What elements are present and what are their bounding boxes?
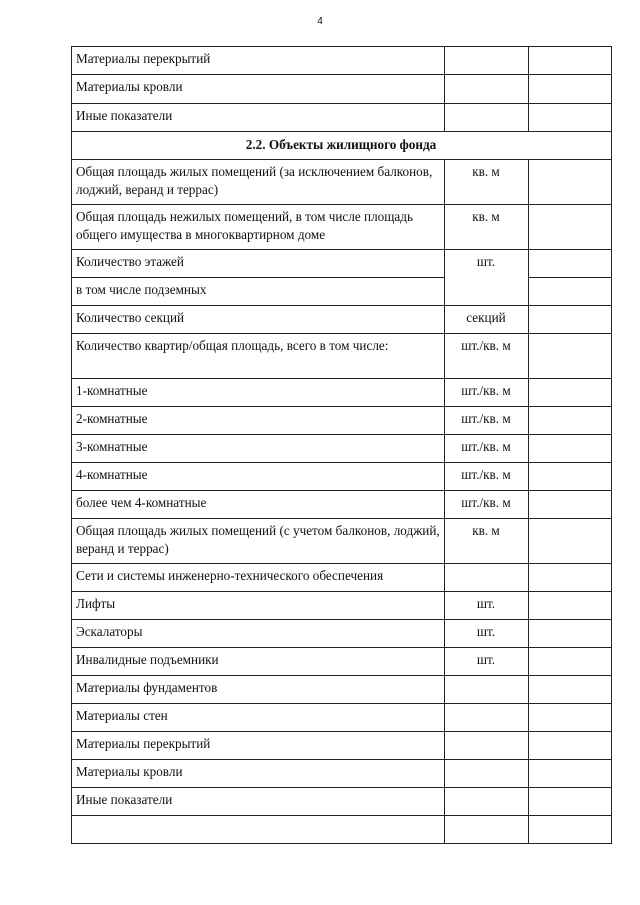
row-unit: [444, 815, 528, 843]
row-divider: [71, 619, 612, 620]
row-divider: [71, 378, 612, 379]
row-value-cell: [528, 159, 611, 204]
row-unit: [444, 277, 528, 305]
row-label: 3-комнатные: [76, 439, 148, 454]
row-unit: шт.: [476, 596, 496, 611]
row-value-cell: [528, 249, 611, 277]
row-divider: [71, 159, 612, 160]
row-label: Материалы кровли: [76, 79, 183, 94]
row-value-cell: [528, 703, 611, 731]
row-value-cell: [528, 46, 611, 74]
row-unit: шт./кв. м: [461, 383, 511, 398]
page-number: 4: [317, 16, 323, 27]
row-label: Количество квартир/общая площадь, всего в том числе:: [76, 338, 389, 353]
row-value-cell: [528, 759, 611, 787]
row-value-cell: [528, 74, 611, 103]
row-value-cell: [528, 731, 611, 759]
row-label: Материалы перекрытий: [76, 736, 211, 751]
row-divider: [71, 333, 612, 334]
row-label: Количество этажей: [76, 254, 184, 269]
row-unit: [444, 731, 528, 759]
row-divider: [71, 277, 444, 278]
row-divider: [71, 563, 612, 564]
row-unit: [444, 787, 528, 815]
row-divider: [71, 406, 612, 407]
row-divider: [71, 204, 612, 205]
row-value-cell: [528, 675, 611, 703]
row-divider: [71, 759, 612, 760]
row-label: Лифты: [76, 596, 116, 611]
row-label: [71, 815, 444, 843]
row-divider: [71, 647, 612, 648]
row-value-cell: [528, 378, 611, 406]
row-divider: [71, 703, 612, 704]
row-divider: [71, 815, 612, 816]
row-value-cell: [528, 591, 611, 619]
row-label: 4-комнатные: [76, 467, 148, 482]
row-value-cell: [528, 434, 611, 462]
row-value-cell: [528, 815, 611, 843]
table-border-right: [611, 46, 612, 844]
row-label: Материалы фундаментов: [76, 680, 218, 695]
row-divider: [71, 591, 612, 592]
row-label: Общая площадь жилых помещений (с учетом балконов, лоджий, веранд и террас): [76, 523, 440, 556]
column-divider: [444, 159, 445, 843]
row-unit: шт./кв. м: [461, 467, 511, 482]
row-unit: шт.: [476, 254, 496, 269]
column-divider: [444, 46, 445, 131]
row-value-cell: [528, 333, 611, 378]
row-label: Инвалидные подъемники: [76, 652, 219, 667]
row-divider: [71, 434, 612, 435]
row-label: более чем 4-комнатные: [76, 495, 207, 510]
row-label: Материалы стен: [76, 708, 168, 723]
row-label: Материалы перекрытий: [76, 51, 211, 66]
row-value-cell: [528, 277, 611, 305]
row-divider: [71, 305, 612, 306]
row-label: Материалы кровли: [76, 764, 183, 779]
row-divider: [71, 249, 612, 250]
row-divider: [71, 675, 612, 676]
row-unit: шт./кв. м: [461, 439, 511, 454]
row-unit: [444, 74, 528, 103]
row-unit: шт./кв. м: [461, 495, 511, 510]
row-value-cell: [528, 563, 611, 591]
row-value-cell: [528, 518, 611, 563]
row-divider: [71, 731, 612, 732]
table-border-left: [71, 46, 72, 844]
row-divider: [71, 74, 612, 75]
row-label: в том числе подземных: [76, 282, 207, 297]
row-label: Общая площадь нежилых помещений, в том числе площадь общего имущества в многоквартирном доме: [76, 209, 413, 242]
row-unit: [444, 703, 528, 731]
row-unit: шт.: [476, 624, 496, 639]
row-unit: кв. м: [472, 164, 500, 179]
row-value-cell: [528, 204, 611, 249]
row-label: 1-комнатные: [76, 383, 148, 398]
row-divider: [71, 462, 612, 463]
row-divider: [71, 518, 612, 519]
column-divider: [528, 159, 529, 843]
row-unit: шт./кв. м: [461, 411, 511, 426]
row-value-cell: [528, 406, 611, 434]
row-divider: [71, 103, 612, 104]
row-label: 2-комнатные: [76, 411, 148, 426]
row-divider: [71, 46, 612, 47]
row-value-cell: [528, 490, 611, 518]
row-label: Сети и системы инженерно-технического обеспечения: [76, 568, 384, 583]
row-divider: [71, 843, 612, 844]
row-unit: [444, 675, 528, 703]
row-value-cell: [528, 619, 611, 647]
row-unit: кв. м: [472, 209, 500, 224]
row-value-cell: [528, 787, 611, 815]
row-value-cell: [528, 647, 611, 675]
row-label: Количество секций: [76, 310, 185, 325]
row-unit: [444, 46, 528, 74]
row-unit: секций: [466, 310, 506, 325]
row-divider: [71, 490, 612, 491]
row-divider: [528, 277, 612, 278]
section-title: 2.2. Объекты жилищного фонда: [245, 137, 437, 152]
row-label: Иные показатели: [76, 792, 173, 807]
row-value-cell: [528, 103, 611, 131]
row-unit: шт./кв. м: [461, 338, 511, 353]
row-label: Иные показатели: [76, 108, 173, 123]
row-label: Эскалаторы: [76, 624, 143, 639]
column-divider: [528, 46, 529, 131]
row-unit: [444, 563, 528, 591]
row-value-cell: [528, 462, 611, 490]
row-value-cell: [528, 305, 611, 333]
row-label: Общая площадь жилых помещений (за исключением балконов, лоджий, веранд и террас): [76, 164, 433, 197]
row-unit: кв. м: [472, 523, 500, 538]
row-unit: шт.: [476, 652, 496, 667]
row-divider: [71, 787, 612, 788]
row-unit: [444, 103, 528, 131]
row-unit: [444, 759, 528, 787]
row-divider: [71, 131, 612, 132]
